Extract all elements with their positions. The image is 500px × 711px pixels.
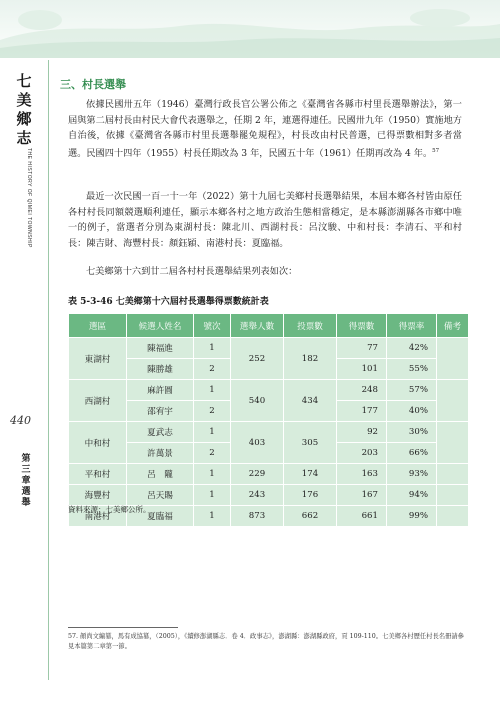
votes-cast-cell: 662 [284,506,337,527]
votes-cast-cell: 174 [284,464,337,485]
book-title: 七美鄉志 [16,72,32,147]
votes-cell: 77 [337,338,387,359]
candidate-cell: 夏武志 [127,422,194,443]
candidate-cell: 麻許圓 [127,380,194,401]
votes-cast-cell: 305 [284,422,337,464]
page-number: 440 [10,414,31,427]
remarks-cell [437,422,469,464]
number-cell: 2 [194,359,231,380]
votes-cell: 163 [337,464,387,485]
paragraph-1 [68,97,462,161]
paragraph-2: 最近一次民國一百一十一年（2022）第十九屆七美鄉村長選舉結果，本屆本鄉各村皆由原任各村村長同額競選順利連任，顯示本鄉各村之地方政治生態相當穩定，是本縣澎湖縣各市鄉中唯一的例子，當選者分別為東湖村長：陳北川、西湖村長：呂汶駿、中和村長：李清石、平和村長：陳吉財、海豐村長：顏鈺穎、南港村長：夏臨福。 [68,191,462,249]
rate-cell: 55% [387,359,437,380]
table-row [69,338,469,359]
electors-cell: 540 [231,380,284,422]
district-cell: 平和村 [69,464,127,485]
number-cell: 1 [194,338,231,359]
rate-cell: 57% [387,380,437,401]
footnote-ref: 57 [432,147,440,154]
paragraph-3: 七美鄉第十六到廿二屆各村村長選舉結果列表如次： [86,266,298,277]
landscape-illustration [0,0,500,58]
header-cell: 備考 [437,314,469,338]
remarks-cell [437,338,469,380]
header-cell: 投票數 [284,314,337,338]
rate-cell: 42% [387,338,437,359]
rate-cell: 99% [387,506,437,527]
rate-cell: 30% [387,422,437,443]
header-cell: 號次 [194,314,231,338]
table-row [69,380,469,401]
section-title: 三、村長選舉 [60,78,126,91]
rate-cell: 93% [387,464,437,485]
book-title-english: THE HISTORY OF QIMEI TOWNSHIP [26,148,32,248]
electors-cell: 403 [231,422,284,464]
header-cell: 候選人姓名 [127,314,194,338]
candidate-cell: 許萬景 [127,443,194,464]
votes-cast-cell: 182 [284,338,337,380]
remarks-cell [437,464,469,485]
candidate-cell: 呂 隴 [127,464,194,485]
district-cell: 南港村 [69,506,127,527]
votes-cell: 248 [337,380,387,401]
votes-cell: 167 [337,485,387,506]
votes-cell: 661 [337,506,387,527]
election-results-table [68,313,469,527]
footnote: 57. 顏尚文編纂，馬有成協纂，（2005），《續修澎湖縣志．卷 4．政事志》，澎湖縣：澎湖縣政府，頁 109-110。七美鄉各村歷任村長名冊請參見本篇第二章第一節。 [68,633,464,650]
votes-cell: 101 [337,359,387,380]
table-row [69,464,469,485]
chapter-label: 第三章 選舉 [21,454,31,508]
remarks-cell [437,485,469,506]
district-cell: 東湖村 [69,338,127,380]
electors-cell: 252 [231,338,284,380]
number-cell: 2 [194,443,231,464]
votes-cast-cell: 434 [284,380,337,422]
district-cell: 西湖村 [69,380,127,422]
rate-cell: 40% [387,401,437,422]
header-cell: 得票數 [337,314,387,338]
remarks-cell [437,380,469,422]
paragraph-1-text: 依據民國卅五年（1946）臺灣行政長官公署公佈之《臺灣省各縣市村里長選舉辦法》，第一屆與第二屆村長由村民大會代表選舉之，任期 2 年，連選得連任。民國卅九年（1950）實施地方自治後，依據《臺灣省各縣市村里長選舉罷免規程》，村長改由村民普選，已得票數相對多者當選。民國四十四年（1955）村長任期改為 3 年，民國五十年（1961）任期再改為 4 年。 [68,99,462,159]
votes-cast-cell: 176 [284,485,337,506]
rate-cell: 94% [387,485,437,506]
table-source: 資料來源：七美鄉公所。 [68,505,151,514]
number-cell: 2 [194,401,231,422]
district-cell: 海豐村 [69,485,127,506]
number-cell: 1 [194,422,231,443]
candidate-cell: 陳勝雄 [127,359,194,380]
table-row [69,485,469,506]
candidate-cell: 呂天賜 [127,485,194,506]
sidebar [0,60,48,711]
table-row [69,422,469,443]
number-cell: 1 [194,506,231,527]
candidate-cell: 邵宥宇 [127,401,194,422]
votes-cell: 92 [337,422,387,443]
number-cell: 1 [194,485,231,506]
rate-cell: 66% [387,443,437,464]
table-header-row [69,314,469,338]
electors-cell: 243 [231,485,284,506]
header-cell: 選舉人數 [231,314,284,338]
votes-cell: 177 [337,401,387,422]
candidate-cell: 陳福進 [127,338,194,359]
candidate-cell: 夏臨福 [127,506,194,527]
district-cell: 中和村 [69,422,127,464]
electors-cell: 873 [231,506,284,527]
electors-cell: 229 [231,464,284,485]
number-cell: 1 [194,380,231,401]
header-cell: 得票率 [387,314,437,338]
footnote-divider [68,627,178,628]
votes-cell: 203 [337,443,387,464]
table-caption: 表 5-3-46 七美鄉第十六屆村長選舉得票數統計表 [68,297,269,307]
header-decoration [0,0,500,58]
remarks-cell [437,506,469,527]
sidebar-divider [48,60,49,680]
number-cell: 1 [194,464,231,485]
header-cell: 選區 [69,314,127,338]
